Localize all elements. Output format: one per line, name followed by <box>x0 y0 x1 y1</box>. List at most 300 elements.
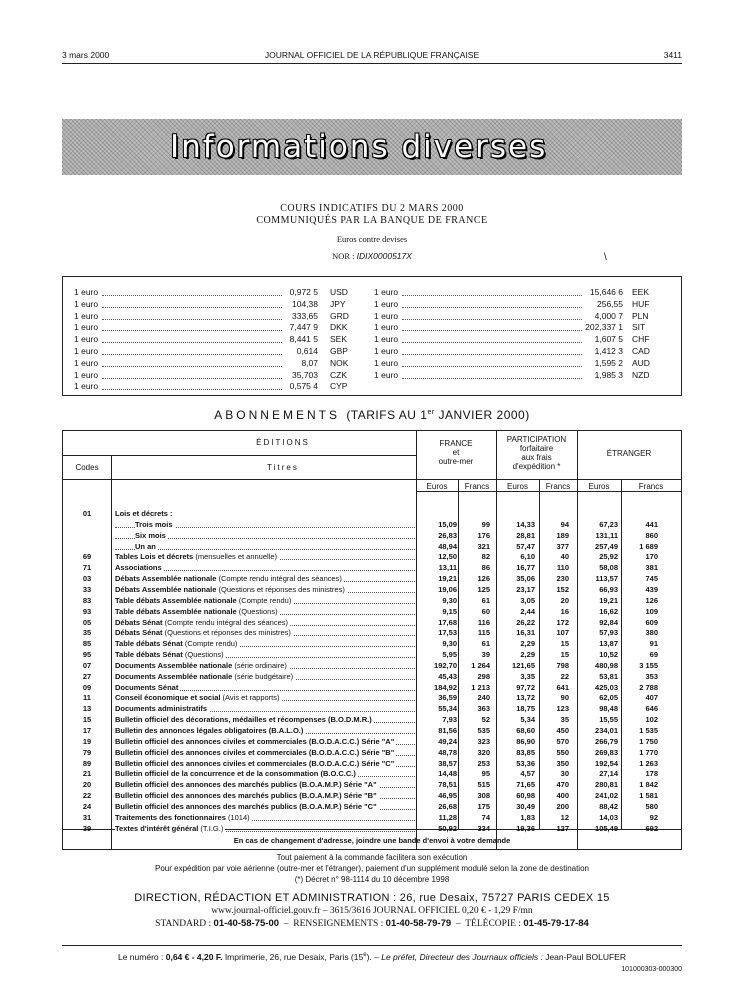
rate-value: 0,575 4 <box>289 381 318 392</box>
table-row <box>63 661 681 671</box>
row-price: 192,54 <box>595 758 618 768</box>
row-price: 170 <box>645 552 658 562</box>
row-price: 2,29 <box>520 650 535 660</box>
row-title: Lois et décrets : <box>115 509 173 518</box>
row-code: 20 <box>82 780 92 790</box>
row-price: 28,81 <box>516 530 535 540</box>
row-price: 36,59 <box>438 693 457 703</box>
table-row <box>63 726 681 736</box>
note-decree: (*) Décret n° 98-1114 du 10 décembre 1998 <box>294 875 450 884</box>
nor-label: NOR : <box>332 251 355 261</box>
row-price: 90 <box>560 693 569 703</box>
row-price: 15,55 <box>599 715 618 725</box>
row-price: 14,33 <box>516 519 535 529</box>
table-row <box>63 715 681 725</box>
row-divider <box>63 479 681 480</box>
row-title: Un an <box>135 541 156 551</box>
row-price: 1 263 <box>639 758 658 768</box>
rate-unit: 1 euro <box>374 334 399 345</box>
banner-title: Informations diverses <box>170 129 548 165</box>
rate-value: 333,65 <box>292 310 318 321</box>
row-price: 82 <box>481 552 490 562</box>
row-price: 320 <box>477 747 490 757</box>
row-price: 50,92 <box>438 823 457 833</box>
rate-value: 1,607 5 <box>594 334 623 345</box>
row-price: 184,92 <box>434 682 457 692</box>
row-price: 86,90 <box>516 736 535 746</box>
row-title: Table débats Assemblée nationale (Compte rendu) <box>115 595 292 605</box>
row-price: 4,57 <box>520 769 535 779</box>
row-price: 350 <box>556 758 569 768</box>
row-title: Bulletin officiel de la concurrence et de la consommation (B.O.C.C.) <box>115 769 356 779</box>
row-code: 21 <box>82 769 92 779</box>
header-euros: Euros <box>507 482 528 491</box>
rate-row <box>74 311 350 323</box>
row-title: Bulletin officiel des annonces civiles et commerciales (B.O.D.A.C.C.) Série "C" <box>115 758 395 768</box>
row-code: 11 <box>83 693 91 703</box>
row-price: 641 <box>556 682 569 692</box>
row-price: 40 <box>560 552 569 562</box>
row-price: 550 <box>556 747 569 757</box>
rate-value: 1,985 3 <box>594 369 623 380</box>
currency-code: CAD <box>632 345 650 356</box>
row-price: 3,05 <box>520 595 535 605</box>
row-price: 381 <box>645 563 658 573</box>
table-row <box>63 628 681 638</box>
row-code: 71 <box>82 563 92 573</box>
row-price: 646 <box>645 704 658 714</box>
row-title: Tables Lois et décrets (mensuelles et annuelle) <box>115 552 278 562</box>
note-air-shipping: Pour expédition par voie aérienne (outre-mer et l'étranger), paiement d'un supplément modulé selon la zone de destination <box>155 864 589 873</box>
row-price: 61 <box>481 595 490 605</box>
row-price: 152 <box>556 584 569 594</box>
row-price: 3,35 <box>520 671 535 681</box>
header-titres: Titres <box>267 463 299 472</box>
rate-unit: 1 euro <box>74 334 99 345</box>
rate-row <box>74 299 350 311</box>
row-title: Textes d'intérêt général (T.I.G.) <box>115 823 224 833</box>
row-title: Conseil économique et social (Avis et rapports) <box>115 693 280 703</box>
row-price: 116 <box>477 617 490 627</box>
row-title: Table débats Assemblée nationale (Questions) <box>115 606 278 616</box>
row-price: 71,65 <box>516 780 535 790</box>
dot-leader <box>102 307 282 308</box>
row-price: 13,87 <box>599 639 618 649</box>
dot-leader <box>102 366 282 367</box>
row-price: 18,75 <box>516 704 535 714</box>
rate-value: 0,972 5 <box>289 287 318 297</box>
row-title: Bulletin officiel des annonces civiles et commerciales (B.O.D.A.C.C.) Série "B" <box>115 747 395 757</box>
row-code: 39 <box>82 823 92 833</box>
header-france: FRANCE et outre-mer <box>438 439 474 466</box>
row-price: 189 <box>556 530 569 540</box>
row-price: 439 <box>645 584 658 594</box>
rate-row <box>74 334 350 346</box>
row-title: Bulletin des annonces légales obligatoires (B.A.L.O.) <box>115 726 304 735</box>
row-price: 74 <box>481 812 490 822</box>
row-code: 03 <box>82 574 92 584</box>
header-francs: Francs <box>545 482 571 491</box>
currency-code: GBP <box>330 345 348 356</box>
row-title: Table débats Sénat (Compte rendu) <box>115 639 238 649</box>
row-price: 240 <box>477 693 490 703</box>
row-price: 30,49 <box>516 801 535 811</box>
table-row <box>63 704 681 714</box>
row-price: 400 <box>556 791 569 801</box>
nor-code: IDIX0000517X <box>356 251 412 261</box>
row-price: 19,36 <box>516 823 535 833</box>
row-price: 480,98 <box>595 660 618 670</box>
row-price: 253 <box>477 758 490 768</box>
table-row <box>63 813 681 823</box>
row-price: 16,77 <box>516 563 535 573</box>
header-editions: ÉDITIONS <box>256 438 310 447</box>
row-title: Débats Sénat (Questions et réponses des ministres) <box>115 628 291 638</box>
row-title: Trois mois <box>135 519 173 529</box>
row-price: 115 <box>477 628 490 638</box>
row-price: 9,30 <box>442 639 457 649</box>
row-price: 17,53 <box>438 628 457 638</box>
row-price: 1 842 <box>639 780 658 790</box>
rate-value: 35,703 <box>292 369 318 380</box>
row-price: 69 <box>649 650 658 660</box>
row-price: 25,92 <box>599 552 618 562</box>
table-row <box>63 650 681 660</box>
row-price: 570 <box>556 736 569 746</box>
row-price: 192,70 <box>434 660 457 670</box>
row-price: 407 <box>645 693 658 703</box>
table-row <box>63 780 681 790</box>
table-row <box>63 802 681 812</box>
dot-leader <box>115 549 415 550</box>
rate-value: 15,646 6 <box>589 287 623 297</box>
direction-web: www.journal-officiel.gouv.fr – 3615/3616 JOURNAL OFFICIEL 0,20 € - 1,29 F/mn <box>211 906 533 916</box>
rate-value: 256,55 <box>597 298 623 309</box>
row-price: 46,95 <box>438 791 457 801</box>
row-price: 609 <box>645 617 658 627</box>
row-price: 515 <box>477 780 490 790</box>
row-code: 33 <box>82 584 92 594</box>
header-francs: Francs <box>464 482 490 491</box>
row-price: 68,60 <box>516 726 535 735</box>
row-code: 85 <box>82 639 92 649</box>
header-euros: Euros <box>588 482 610 491</box>
row-price: 26,68 <box>438 801 457 811</box>
row-price: 121,65 <box>512 660 535 670</box>
row-title: Traitements des fonctionnaires (1014) <box>115 812 250 822</box>
row-divider <box>416 491 681 492</box>
row-price: 109 <box>645 606 658 616</box>
row-price: 88,42 <box>599 801 618 811</box>
row-title: Documents Sénat <box>115 682 179 692</box>
header-journal-title: JOURNAL OFFICIEL DE LA RÉPUBLIQUE FRANÇAISE <box>264 50 480 60</box>
table-row <box>63 748 681 758</box>
dot-leader <box>102 319 282 320</box>
row-code: 31 <box>82 812 92 822</box>
rate-row <box>374 358 672 370</box>
row-price: 353 <box>645 671 658 681</box>
row-title: Six mois <box>135 530 166 540</box>
row-price: 13,11 <box>438 563 457 573</box>
row-title: Débats Assemblée nationale (Compte rendu intégral des séances) <box>115 574 342 584</box>
row-price: 692 <box>645 823 658 833</box>
currency-code: GRD <box>330 310 349 321</box>
currency-code: PLN <box>632 310 649 321</box>
rate-row <box>74 346 350 358</box>
rate-row <box>374 334 672 346</box>
row-price: 1 535 <box>639 726 658 735</box>
currency-code: USD <box>330 287 348 297</box>
row-price: 266,79 <box>595 736 618 746</box>
row-price: 450 <box>556 726 569 735</box>
table-row <box>63 769 681 779</box>
telecopie-number: 01-45-79-17-84 <box>523 918 589 929</box>
row-price: 99 <box>481 519 490 529</box>
row-price: 60,98 <box>516 791 535 801</box>
header-participation: PARTICIPATION forfaitaire aux frais d'expédition * <box>506 435 567 471</box>
row-price: 2 788 <box>639 682 658 692</box>
direction-address: DIRECTION, RÉDACTION ET ADMINISTRATION : 26, rue Desaix, 75727 PARIS CEDEX 15 <box>134 892 610 904</box>
rate-unit: 1 euro <box>374 357 399 368</box>
rate-unit: 1 euro <box>374 369 399 380</box>
rate-unit: 1 euro <box>374 345 399 356</box>
rate-row <box>374 322 672 334</box>
row-price: 16 <box>560 606 569 616</box>
row-price: 1 750 <box>639 736 658 746</box>
row-price: 321 <box>477 541 490 551</box>
row-code: 69 <box>82 552 92 562</box>
row-price: 55,34 <box>438 704 457 714</box>
row-price: 16,31 <box>516 628 535 638</box>
row-price: 110 <box>556 563 569 573</box>
row-title: Bulletin officiel des annonces civiles et commerciales (B.O.D.A.C.C.) Série "A" <box>115 736 395 746</box>
row-price: 377 <box>556 541 569 551</box>
header-euros: Euros <box>426 482 448 491</box>
row-code: 05 <box>82 617 92 627</box>
rate-row <box>74 370 350 382</box>
row-price: 57,47 <box>516 541 535 551</box>
row-price: 176 <box>477 530 490 540</box>
abonnements-title: ABONNEMENTS <box>214 408 340 422</box>
row-price: 95 <box>481 769 490 779</box>
row-code: 01 <box>82 509 92 518</box>
row-price: 57,93 <box>599 628 618 638</box>
rate-unit: 1 euro <box>74 298 99 309</box>
table-row <box>63 672 681 682</box>
table-row <box>63 639 681 649</box>
currency-code: HUF <box>632 298 650 309</box>
row-price: 26,22 <box>516 617 535 627</box>
row-price: 745 <box>645 574 658 584</box>
row-price: 61 <box>481 639 490 649</box>
rate-row <box>374 346 672 358</box>
dot-leader <box>102 378 282 379</box>
director-name: Jean-Paul BOLUFER <box>545 952 626 962</box>
rate-row <box>374 370 672 382</box>
row-title: Table débats Sénat (Questions) <box>115 650 224 660</box>
currency-code: NZD <box>632 369 650 380</box>
currency-code: JPY <box>330 298 346 309</box>
abonnements-subtitle: (TARIFS AU 1er JANVIER 2000) <box>346 408 530 422</box>
row-price: 26,83 <box>438 530 457 540</box>
row-price: 234,01 <box>595 726 618 735</box>
row-code: 19 <box>82 736 92 746</box>
row-price: 178 <box>645 769 658 779</box>
row-code: 22 <box>82 791 92 801</box>
row-price: 535 <box>477 726 490 735</box>
row-price: 39 <box>481 650 490 660</box>
row-price: 98,48 <box>599 704 618 714</box>
row-title: Bulletin officiel des annonces des marchés publics (B.O.A.M.P.) Série "C" <box>115 801 377 811</box>
row-code: 89 <box>82 758 92 768</box>
currency-code: CHF <box>632 334 650 345</box>
row-price: 15 <box>560 650 569 660</box>
table-row <box>63 596 681 606</box>
footer-line: Le numéro : 0,64 € - 4,20 F. Imprimerie, 26, rue Desaix, Paris (15e). – Le préfet, Directeur des Journaux officiels : Jean-Paul BOLUFER <box>117 952 626 962</box>
margin-mark: \ <box>604 252 607 263</box>
row-price: 83,85 <box>516 747 535 757</box>
row-price: 126 <box>645 595 658 605</box>
cours-title-line1: COURS INDICATIFS DU 2 MARS 2000 <box>280 203 464 214</box>
row-price: 92,84 <box>599 617 618 627</box>
table-row <box>63 618 681 628</box>
row-price: 48,78 <box>438 747 457 757</box>
row-price: 23,17 <box>516 584 535 594</box>
rate-row <box>74 287 350 299</box>
table-row <box>63 693 681 703</box>
rate-unit: 1 euro <box>74 381 99 392</box>
dot-leader <box>402 342 582 343</box>
row-price: 102 <box>645 715 658 725</box>
dot-leader <box>402 378 582 379</box>
renseignements-number: 01-40-58-79-79 <box>385 918 452 929</box>
row-price: 580 <box>645 801 658 811</box>
direction-phones: STANDARD : 01-40-58-75-00 – RENSEIGNEMENTS : 01-40-58-79-79 – TÉLÉCOPIE : 01-45-79-17-84 <box>155 918 589 929</box>
row-price: 1,83 <box>520 812 535 822</box>
currency-code: CZK <box>330 369 347 380</box>
currency-code: AUD <box>632 357 650 368</box>
table-row <box>63 585 681 595</box>
dot-leader <box>402 295 582 296</box>
row-price: 10,52 <box>599 650 618 660</box>
row-price: 241,02 <box>595 791 618 801</box>
header-page-number: 3411 <box>663 50 682 60</box>
note-payment: Tout paiement à la commande facilitera son exécution <box>276 853 468 862</box>
dot-leader <box>102 295 282 296</box>
row-price: 35 <box>560 715 569 725</box>
row-code: 79 <box>82 747 92 757</box>
row-price: 30 <box>560 769 569 779</box>
rate-unit: 1 euro <box>374 298 399 309</box>
rate-row <box>74 322 350 334</box>
row-price: 107 <box>556 628 569 638</box>
table-row <box>63 531 681 541</box>
rate-unit: 1 euro <box>74 310 99 321</box>
row-price: 66,93 <box>599 584 618 594</box>
rate-unit: 1 euro <box>74 369 99 380</box>
dot-leader <box>402 330 582 331</box>
dot-leader <box>102 330 282 331</box>
row-price: 97,72 <box>516 682 535 692</box>
row-price: 14,03 <box>599 812 618 822</box>
direction-block <box>62 892 682 929</box>
row-price: 48,94 <box>438 541 457 551</box>
row-price: 470 <box>556 780 569 790</box>
row-price: 45,43 <box>438 671 457 681</box>
cours-title-line2: COMMUNIQUÉS PAR LA BANQUE DE FRANCE <box>256 215 488 226</box>
currency-code: DKK <box>330 322 348 333</box>
row-code: 17 <box>82 726 92 735</box>
row-code: 13 <box>82 704 92 714</box>
row-price: 1 689 <box>639 541 658 551</box>
row-price: 91 <box>649 639 658 649</box>
row-title: Bulletin officiel des annonces des marchés publics (B.O.A.M.P.) Série "B" <box>115 791 377 801</box>
table-row <box>63 552 681 562</box>
row-price: 78,51 <box>438 780 457 790</box>
rate-row <box>74 381 350 393</box>
dot-leader <box>402 307 582 308</box>
abonnements-heading <box>62 408 682 422</box>
row-price: 5,34 <box>520 715 535 725</box>
row-title: Débats Assemblée nationale (Questions et réponses des ministres) <box>115 584 345 594</box>
row-price: 323 <box>477 736 490 746</box>
section-banner <box>62 119 682 175</box>
rate-unit: 1 euro <box>374 322 399 333</box>
rate-value: 8,441 5 <box>289 334 318 345</box>
row-title: Documents Assemblée nationale (série ordinaire) <box>115 660 287 670</box>
dot-leader <box>102 342 282 343</box>
subscription-table <box>62 430 682 850</box>
row-price: 269,83 <box>595 747 618 757</box>
table-row <box>63 683 681 693</box>
rate-value: 1,595 2 <box>594 357 623 368</box>
row-price: 14,48 <box>438 769 457 779</box>
row-price: 19,21 <box>599 595 618 605</box>
row-price: 131,11 <box>595 530 618 540</box>
row-price: 105,49 <box>595 823 618 833</box>
exchange-rates-heading <box>62 203 682 261</box>
notes <box>62 852 682 885</box>
row-price: 113,57 <box>595 574 618 584</box>
row-price: 363 <box>477 704 490 714</box>
row-price: 308 <box>477 791 490 801</box>
row-price: 15,09 <box>438 519 457 529</box>
row-price: 81,56 <box>438 726 457 735</box>
row-price: 1 770 <box>639 747 658 757</box>
row-divider <box>63 455 416 456</box>
row-price: 2,29 <box>520 639 535 649</box>
row-price: 123 <box>556 704 569 714</box>
row-code: 15 <box>82 715 92 725</box>
row-price: 2,44 <box>520 606 535 616</box>
dot-leader <box>102 354 282 355</box>
row-price: 1 581 <box>639 791 658 801</box>
row-price: 92 <box>649 812 658 822</box>
rate-value: 8,07 <box>301 357 318 368</box>
rate-value: 7,447 9 <box>289 322 318 333</box>
rate-row <box>374 311 672 323</box>
header-etranger: ÉTRANGER <box>606 449 652 458</box>
rate-value: 4,000 7 <box>594 310 623 321</box>
row-price: 13,72 <box>516 693 535 703</box>
rate-unit: 1 euro <box>74 287 99 297</box>
nor-reference <box>62 251 682 261</box>
rate-unit: 1 euro <box>74 322 99 333</box>
row-price: 53,81 <box>599 671 618 681</box>
row-price: 12 <box>560 812 569 822</box>
rate-row <box>374 287 672 299</box>
row-price: 172 <box>556 617 569 627</box>
